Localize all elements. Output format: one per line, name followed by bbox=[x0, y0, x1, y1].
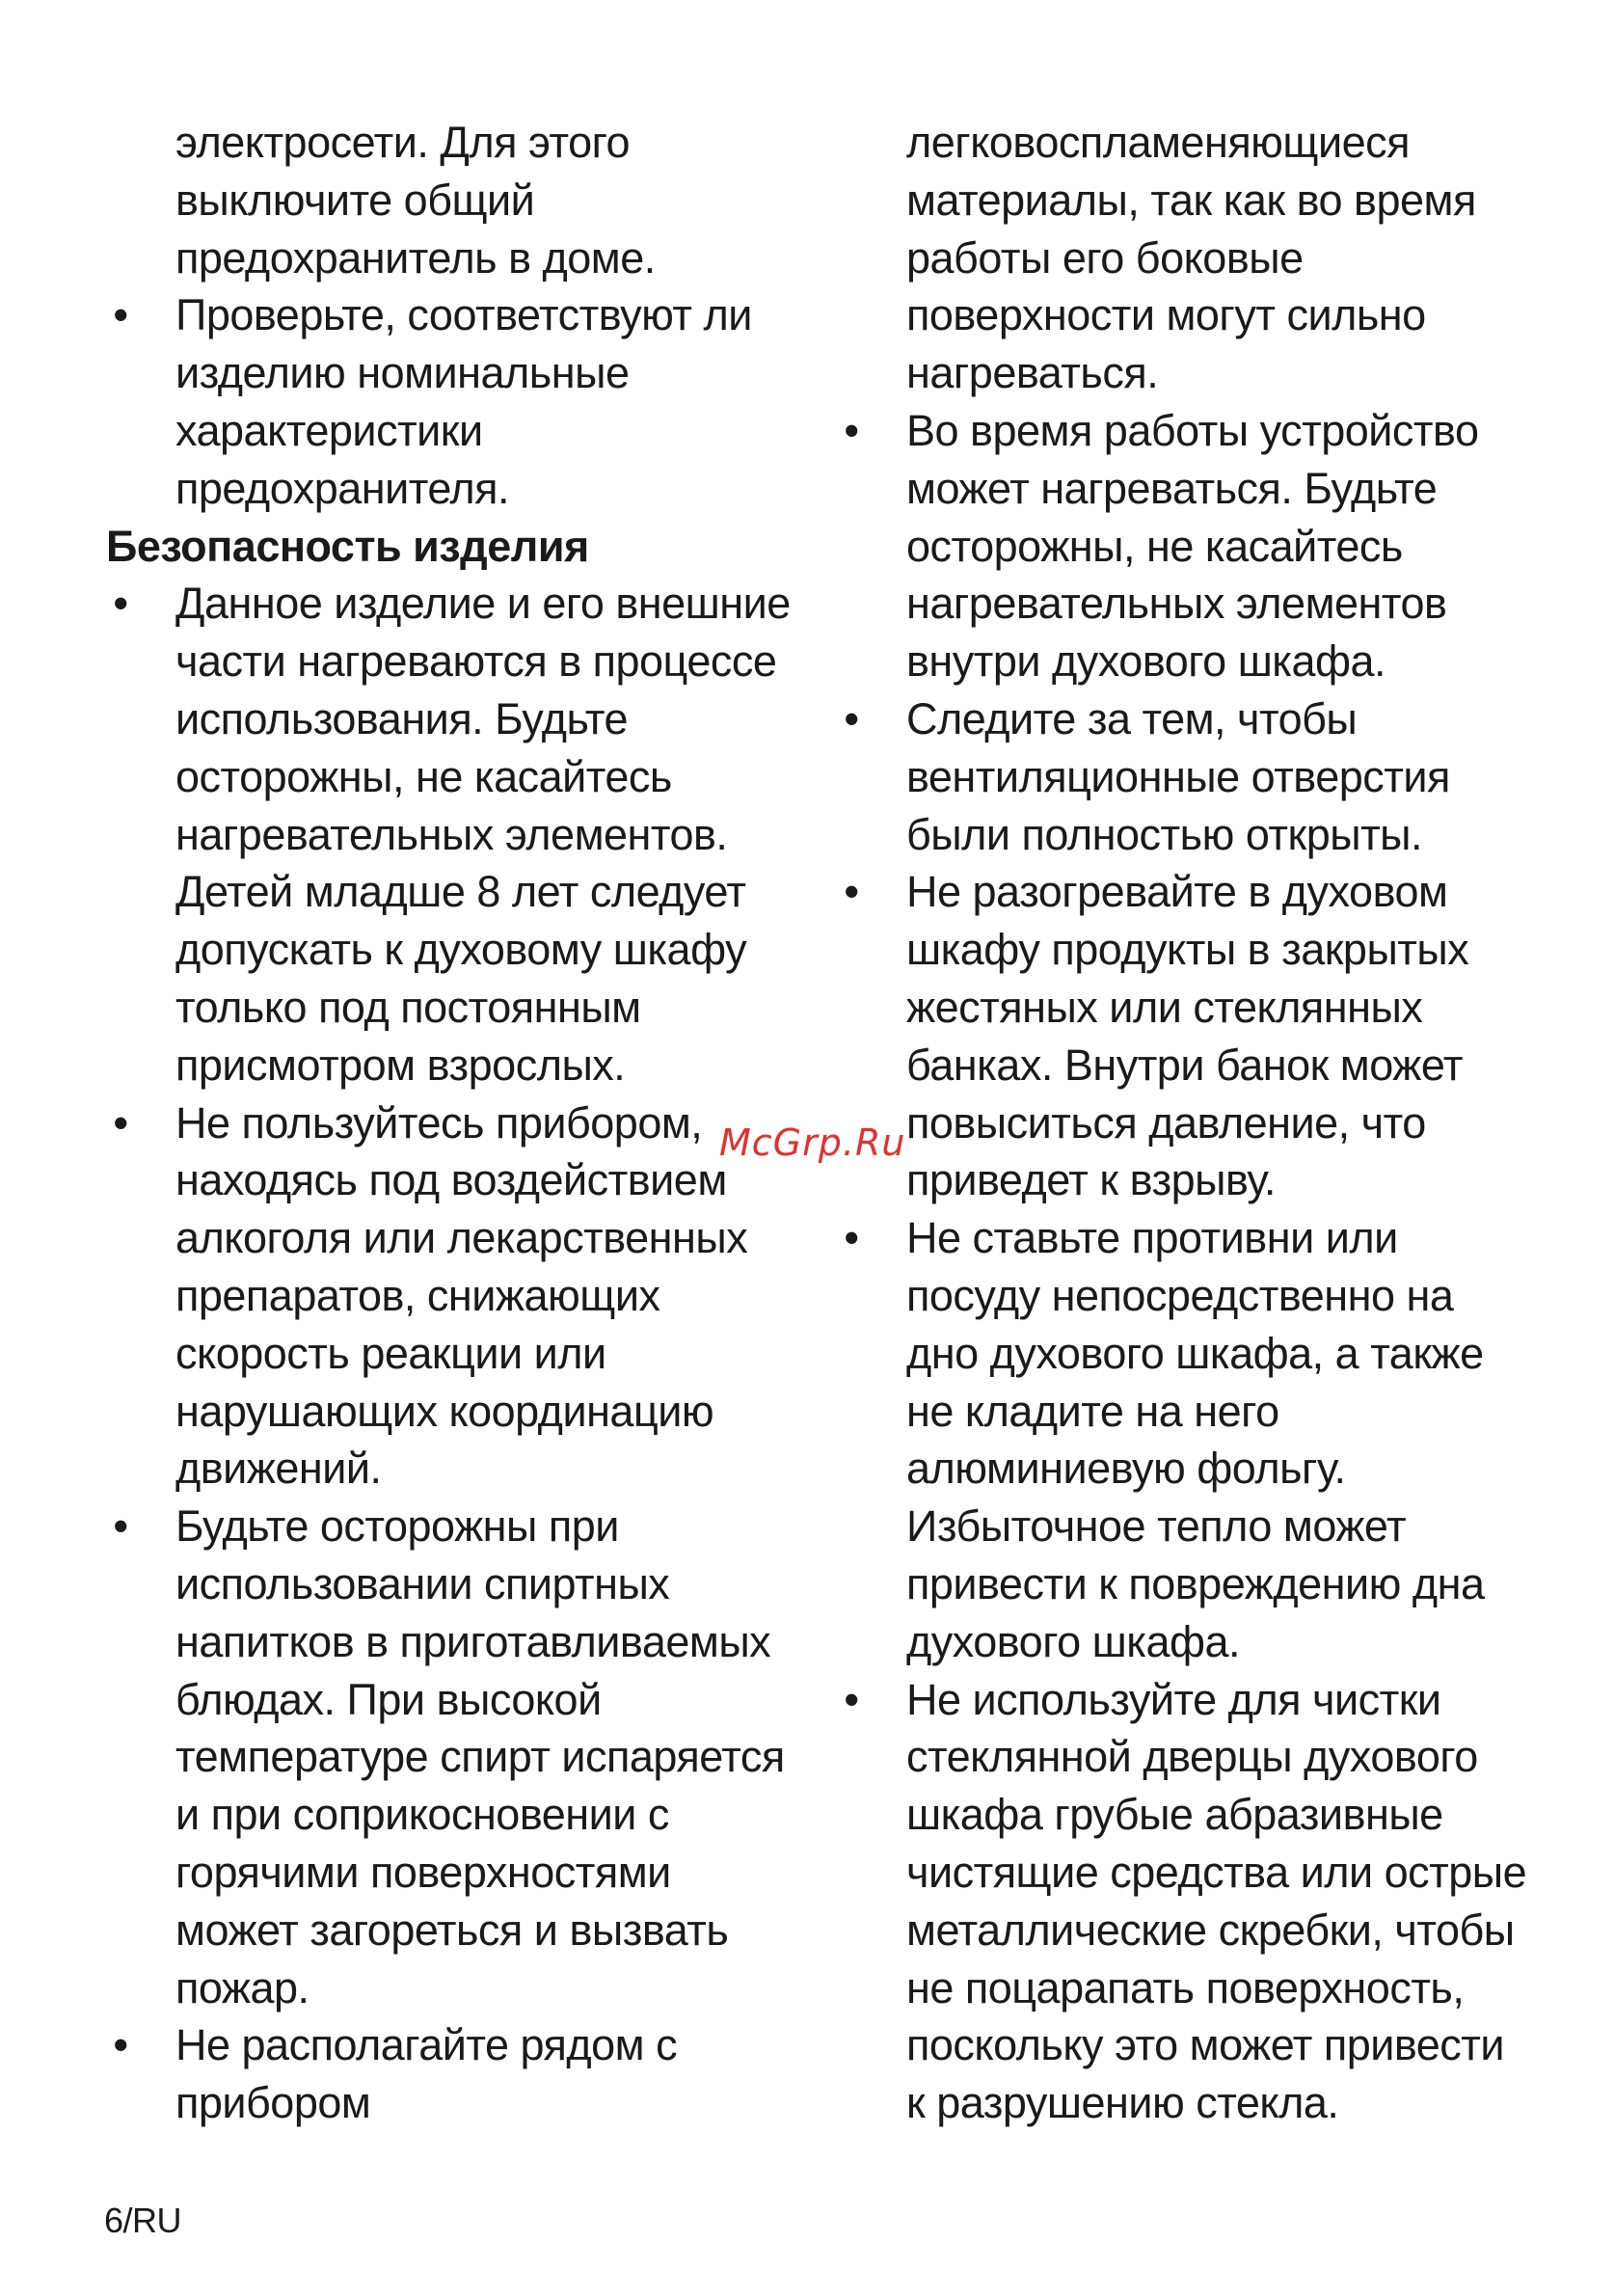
text-line: работы его боковые bbox=[906, 232, 1304, 283]
right-column bbox=[837, 114, 1531, 2132]
list-item-text bbox=[906, 406, 1478, 686]
text-line: легковоспламеняющиеся bbox=[906, 118, 1410, 167]
text-line: напитков в приготавливаемых bbox=[175, 1616, 771, 1666]
text-line: нагревательных элементов bbox=[906, 579, 1447, 629]
text-line: характеристики bbox=[175, 405, 483, 455]
text-line: прибором bbox=[175, 2078, 371, 2128]
text-line: и при соприкосновении с bbox=[175, 1790, 669, 1840]
bullet-icon: • bbox=[113, 1097, 128, 1148]
text-line: к разрушению стекла. bbox=[906, 2078, 1339, 2128]
text-line: предохранителя. bbox=[175, 463, 510, 513]
text-line: блюдах. При высокой bbox=[175, 1674, 602, 1724]
bullet-icon: • bbox=[844, 1213, 859, 1263]
list-item-text bbox=[906, 1213, 1485, 1666]
section-heading: Безопасность изделия bbox=[106, 521, 589, 571]
bullet-icon: • bbox=[844, 405, 859, 455]
text-line: не поцарапать поверхность, bbox=[906, 1962, 1465, 2012]
text-line: Не разогревайте в духовом bbox=[906, 867, 1448, 917]
text-line: поскольку это может привести bbox=[906, 2020, 1505, 2070]
list-item-text bbox=[175, 2020, 677, 2127]
left-column bbox=[106, 114, 800, 2132]
text-line: внутри духового шкафа. bbox=[906, 636, 1386, 687]
text-line: нагревательных элементов. bbox=[175, 809, 728, 859]
list-item-text bbox=[175, 579, 791, 1089]
text-line: только под постоянным bbox=[175, 982, 641, 1032]
text-line: Детей младше 8 лет следует bbox=[175, 867, 746, 917]
text-line: стеклянной дверцы духового bbox=[906, 1732, 1478, 1782]
bullet-icon: • bbox=[113, 290, 128, 340]
text-line: были полностью открыты. bbox=[906, 809, 1423, 859]
text-line: нарушающих координацию bbox=[175, 1386, 714, 1436]
text-line: пожар. bbox=[175, 1962, 309, 2012]
text-line: присмотром взрослых. bbox=[175, 1040, 626, 1090]
bullet-list-left bbox=[106, 575, 800, 2132]
text-line: не кладите на него bbox=[906, 1386, 1279, 1436]
list-item-text bbox=[906, 1675, 1526, 2128]
text-line: алюминиевую фольгу. bbox=[906, 1444, 1346, 1494]
bullet-icon: • bbox=[844, 693, 859, 743]
list-item bbox=[106, 1498, 800, 2016]
text-line: приведет к взрыву. bbox=[906, 1155, 1276, 1205]
text-line: Во время работы устройство bbox=[906, 405, 1479, 455]
text-line: Не используйте для чистки bbox=[906, 1674, 1441, 1724]
text-line: алкоголя или лекарственных bbox=[175, 1213, 748, 1263]
text-line: банках. Внутри банок может bbox=[906, 1040, 1464, 1090]
text-line: Не пользуйтесь прибором, bbox=[175, 1097, 703, 1148]
text-line: посуду непосредственно на bbox=[906, 1270, 1454, 1320]
text-line: выключите общий bbox=[175, 175, 535, 225]
text-line: скорость реакции или bbox=[175, 1328, 606, 1378]
text-line: повыситься давление, что bbox=[906, 1097, 1426, 1148]
text-line: использовании спиртных bbox=[175, 1558, 670, 1608]
text-line: части нагреваются в процессе bbox=[175, 636, 777, 687]
text-line: шкафа грубые абразивные bbox=[906, 1790, 1443, 1840]
text-line: Не располагайте рядом с bbox=[175, 2020, 678, 2070]
text-line: осторожны, не касайтесь bbox=[175, 751, 672, 801]
text-line: температуре спирт испаряется bbox=[175, 1732, 785, 1782]
text-line: духового шкафа. bbox=[906, 1616, 1241, 1666]
text-line: горячими поверхностями bbox=[175, 1847, 671, 1897]
text-line: поверхности могут сильно bbox=[906, 290, 1426, 340]
list-item bbox=[837, 1671, 1531, 2132]
text-line: предохранитель в доме. bbox=[175, 232, 656, 283]
text-line: Избыточное тепло может bbox=[906, 1501, 1407, 1552]
text-line: может загореться и вызвать bbox=[175, 1904, 729, 1955]
list-item bbox=[837, 863, 1531, 1209]
text-line: Проверьте, соответствуют ли bbox=[175, 290, 752, 340]
text-line: нагреваться. bbox=[906, 348, 1159, 398]
bullet-icon: • bbox=[844, 1674, 859, 1724]
text-line: осторожны, не касайтесь bbox=[906, 521, 1403, 571]
text-line: движений. bbox=[175, 1444, 382, 1494]
list-item-text bbox=[906, 867, 1468, 1204]
text-line: шкафу продукты в закрытых bbox=[906, 925, 1469, 975]
list-item bbox=[106, 2016, 800, 2132]
list-item bbox=[106, 1094, 800, 1499]
text-line: Данное изделие и его внешние bbox=[175, 579, 791, 629]
text-line: находясь под воздействием bbox=[175, 1155, 727, 1205]
list-item-text bbox=[175, 1501, 785, 2012]
bullet-list-right bbox=[837, 402, 1531, 2132]
text-line: Будьте осторожны при bbox=[175, 1501, 619, 1552]
list-item bbox=[106, 575, 800, 1094]
text-line: материалы, так как во время bbox=[906, 175, 1476, 225]
bullet-icon: • bbox=[113, 579, 128, 629]
list-item-text bbox=[175, 1098, 747, 1494]
text-line: может нагреваться. Будьте bbox=[906, 463, 1438, 513]
continued-text-left bbox=[106, 114, 800, 286]
text-line: допускать к духовому шкафу bbox=[175, 925, 747, 975]
watermark: McGrp.Ru bbox=[719, 1121, 906, 1164]
text-line: Не ставьте противни или bbox=[906, 1213, 1398, 1263]
text-line: использования. Будьте bbox=[175, 693, 629, 743]
text-line: электросети. Для этого bbox=[175, 118, 631, 167]
bullet-icon: • bbox=[113, 2020, 128, 2070]
bullet-list-before-heading bbox=[106, 286, 800, 517]
list-item bbox=[837, 402, 1531, 690]
text-line: вентиляционные отверстия bbox=[906, 751, 1450, 801]
bullet-icon: • bbox=[844, 867, 859, 917]
list-item-text bbox=[906, 694, 1450, 859]
text-line: изделию номинальные bbox=[175, 348, 630, 398]
page-number: 6/RU bbox=[104, 2201, 182, 2240]
text-line: жестяных или стеклянных bbox=[906, 982, 1423, 1032]
text-line: привести к повреждению дна bbox=[906, 1558, 1485, 1608]
list-item-text bbox=[175, 290, 752, 512]
text-line: Следите за тем, чтобы bbox=[906, 693, 1358, 743]
continued-text-right bbox=[837, 114, 1531, 402]
list-item bbox=[106, 286, 800, 517]
text-line: металлические скребки, чтобы bbox=[906, 1904, 1515, 1955]
list-item bbox=[837, 690, 1531, 863]
list-item bbox=[837, 1209, 1531, 1670]
text-line: дно духового шкафа, а также bbox=[906, 1328, 1484, 1378]
text-line: чистящие средства или острые bbox=[906, 1847, 1527, 1897]
text-line: препаратов, снижающих bbox=[175, 1270, 660, 1320]
bullet-icon: • bbox=[113, 1501, 128, 1552]
